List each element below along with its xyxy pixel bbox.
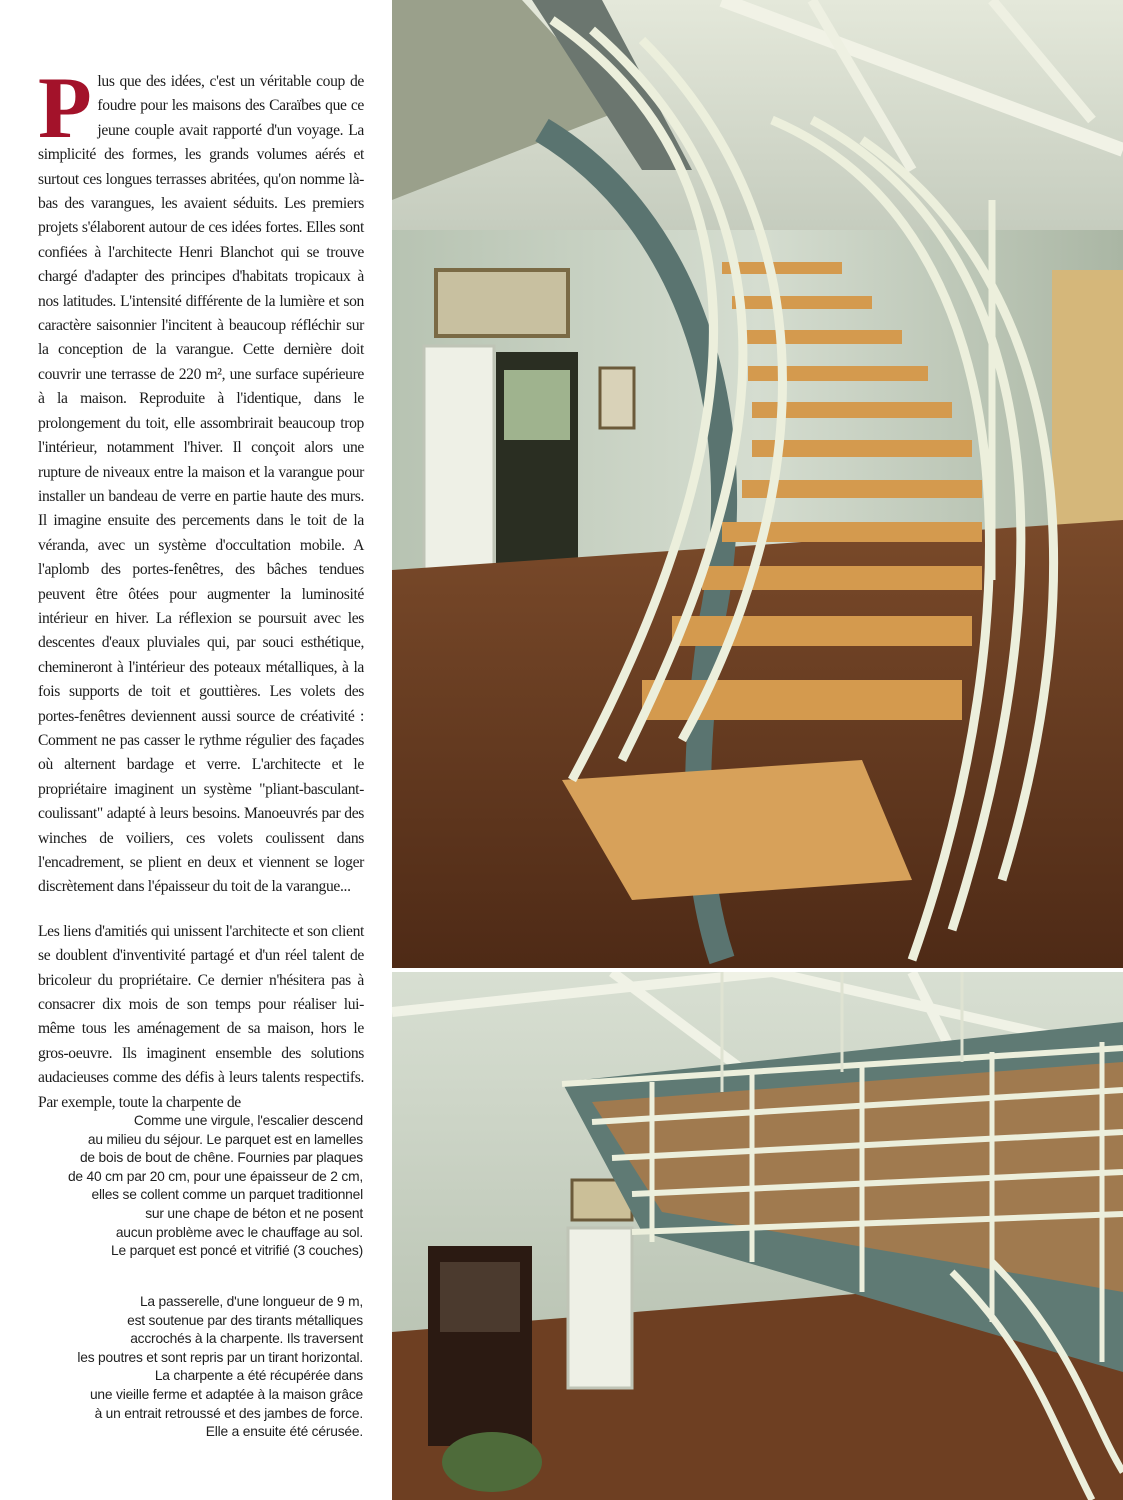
paragraph-1-text: lus que des idées, c'est un véritable coup de foudre pour les maisons des Caraïbes que ce jeune couple avait rapporté d'un voyage. La simplicité des formes, les grands volumes aérés et surtout ces longues terrasses abritées, qu'on nomme là-bas des varangues, les avaient séduits. Les premiers projets s'élaborent autour de ces idées fortes. Elles sont confiées à l'architecte Henri Blanchot qui se trouve chargé d'adapter des principes d'habitats tropicaux à nos latitudes. L'intensité différente de la lumière et son caractère saisonnier l'incitent à beaucoup réfléchir sur la conception de la varangue. Cette dernière doit couvrir une terrasse de 220 m², une surface supérieure à la maison. Reproduite à l'identique, dans le prolongement du toit, elle assombrirait beaucoup trop l'intérieur, notamment l'hiver. Il conçoit alors une rupture de niveaux entre la maison et la varangue pour installer un bandeau de verre en partie haute des murs. Il imagine ensuite des percements dans le toit de la véranda, avec un système d'occultation mobile. A l'aplomb des portes-fenêtres, des bâches tendues peuvent être ôtées pour augmenter la luminosité intérieur en hiver. La réflexion se poursuit avec les descentes d'eaux pluviales qui, par souci esthétique, chemineront à l'intérieur des poteaux métalliques, à la fois supports de toit et gouttières. Les volets des portes-fenêtres deviennent aussi source de créativité : Comment ne pas casser le rythme régulier des façades où alternent bardage et verre. L'architecte et le propriétaire imaginent un système "pliant-basculant-coulissant" adapté à leurs besoins. Manoeuvrés par des winches de voiliers, ces volets coulissent dans l'encadrement, se plient en deux et viennent se loger discrètement dans l'épaisseur du toit de la varangue... (38, 73, 364, 896)
staircase-illustration (392, 0, 1123, 968)
framed-picture (436, 270, 568, 336)
caption-line: de bois de bout de chêne. Fournies par plaques (79, 1150, 363, 1166)
caption-line: à un entrait retroussé et des jambes de force. (94, 1405, 363, 1421)
door (568, 1228, 632, 1388)
caption-staircase (33, 1112, 363, 1261)
caption-line: les poutres et sont repris par un tirant horizontal. (77, 1349, 363, 1365)
caption-line: elles se collent comme un parquet traditionnel (91, 1187, 363, 1203)
plant (442, 1432, 542, 1492)
photo-staircase (392, 0, 1123, 968)
caption-footbridge (33, 1293, 363, 1442)
cabinet-glass (440, 1262, 520, 1332)
caption-line: Le parquet est poncé et vitrifié (3 couches) (111, 1243, 363, 1259)
drop-cap: P (38, 60, 92, 157)
article-body (38, 60, 364, 1135)
caption-line: Comme une virgule, l'escalier descend (133, 1113, 363, 1128)
article-paragraph-1 (38, 60, 364, 900)
caption-line: une vieille ferme et adaptée à la maison grâce (89, 1386, 363, 1402)
caption-line: La passerelle, d'une longueur de 9 m, (139, 1294, 363, 1309)
caption-line: sur une chape de béton et ne posent (145, 1205, 363, 1221)
caption-line: accrochés à la charpente. Ils traversent (130, 1331, 363, 1347)
caption-line: au milieu du séjour. Le parquet est en lamelles (87, 1131, 363, 1147)
caption-line: Elle a ensuite été cérusée. (205, 1424, 363, 1440)
caption-line: de 40 cm par 20 cm, pour une épaisseur de 2 cm, (67, 1168, 363, 1184)
framed-picture (600, 368, 634, 428)
window (504, 370, 570, 440)
caption-line: aucun problème avec le chauffage au sol. (115, 1224, 363, 1240)
door (424, 346, 494, 586)
article-paragraph-2 (38, 920, 364, 1115)
photo-footbridge (392, 972, 1123, 1500)
paragraph-2-text: Les liens d'amitiés qui unissent l'architecte et son client se doublent d'inventivité partagé et d'un réel talent de bricoleur du propriétaire. Ce dernier n'hésitera pas à consacrer dix mois de son temps pour réaliser lui-même tous les aménagement de sa maison, hors le gros-oeuvre. Ils imaginent ensemble des solutions audacieuses comme des défis à leurs talents respectifs. Par exemple, toute la charpente de (38, 922, 364, 1111)
caption-line: La charpente a été récupérée dans (154, 1368, 363, 1384)
footbridge-illustration (392, 972, 1123, 1500)
caption-line: est soutenue par des tirants métalliques (127, 1312, 363, 1328)
